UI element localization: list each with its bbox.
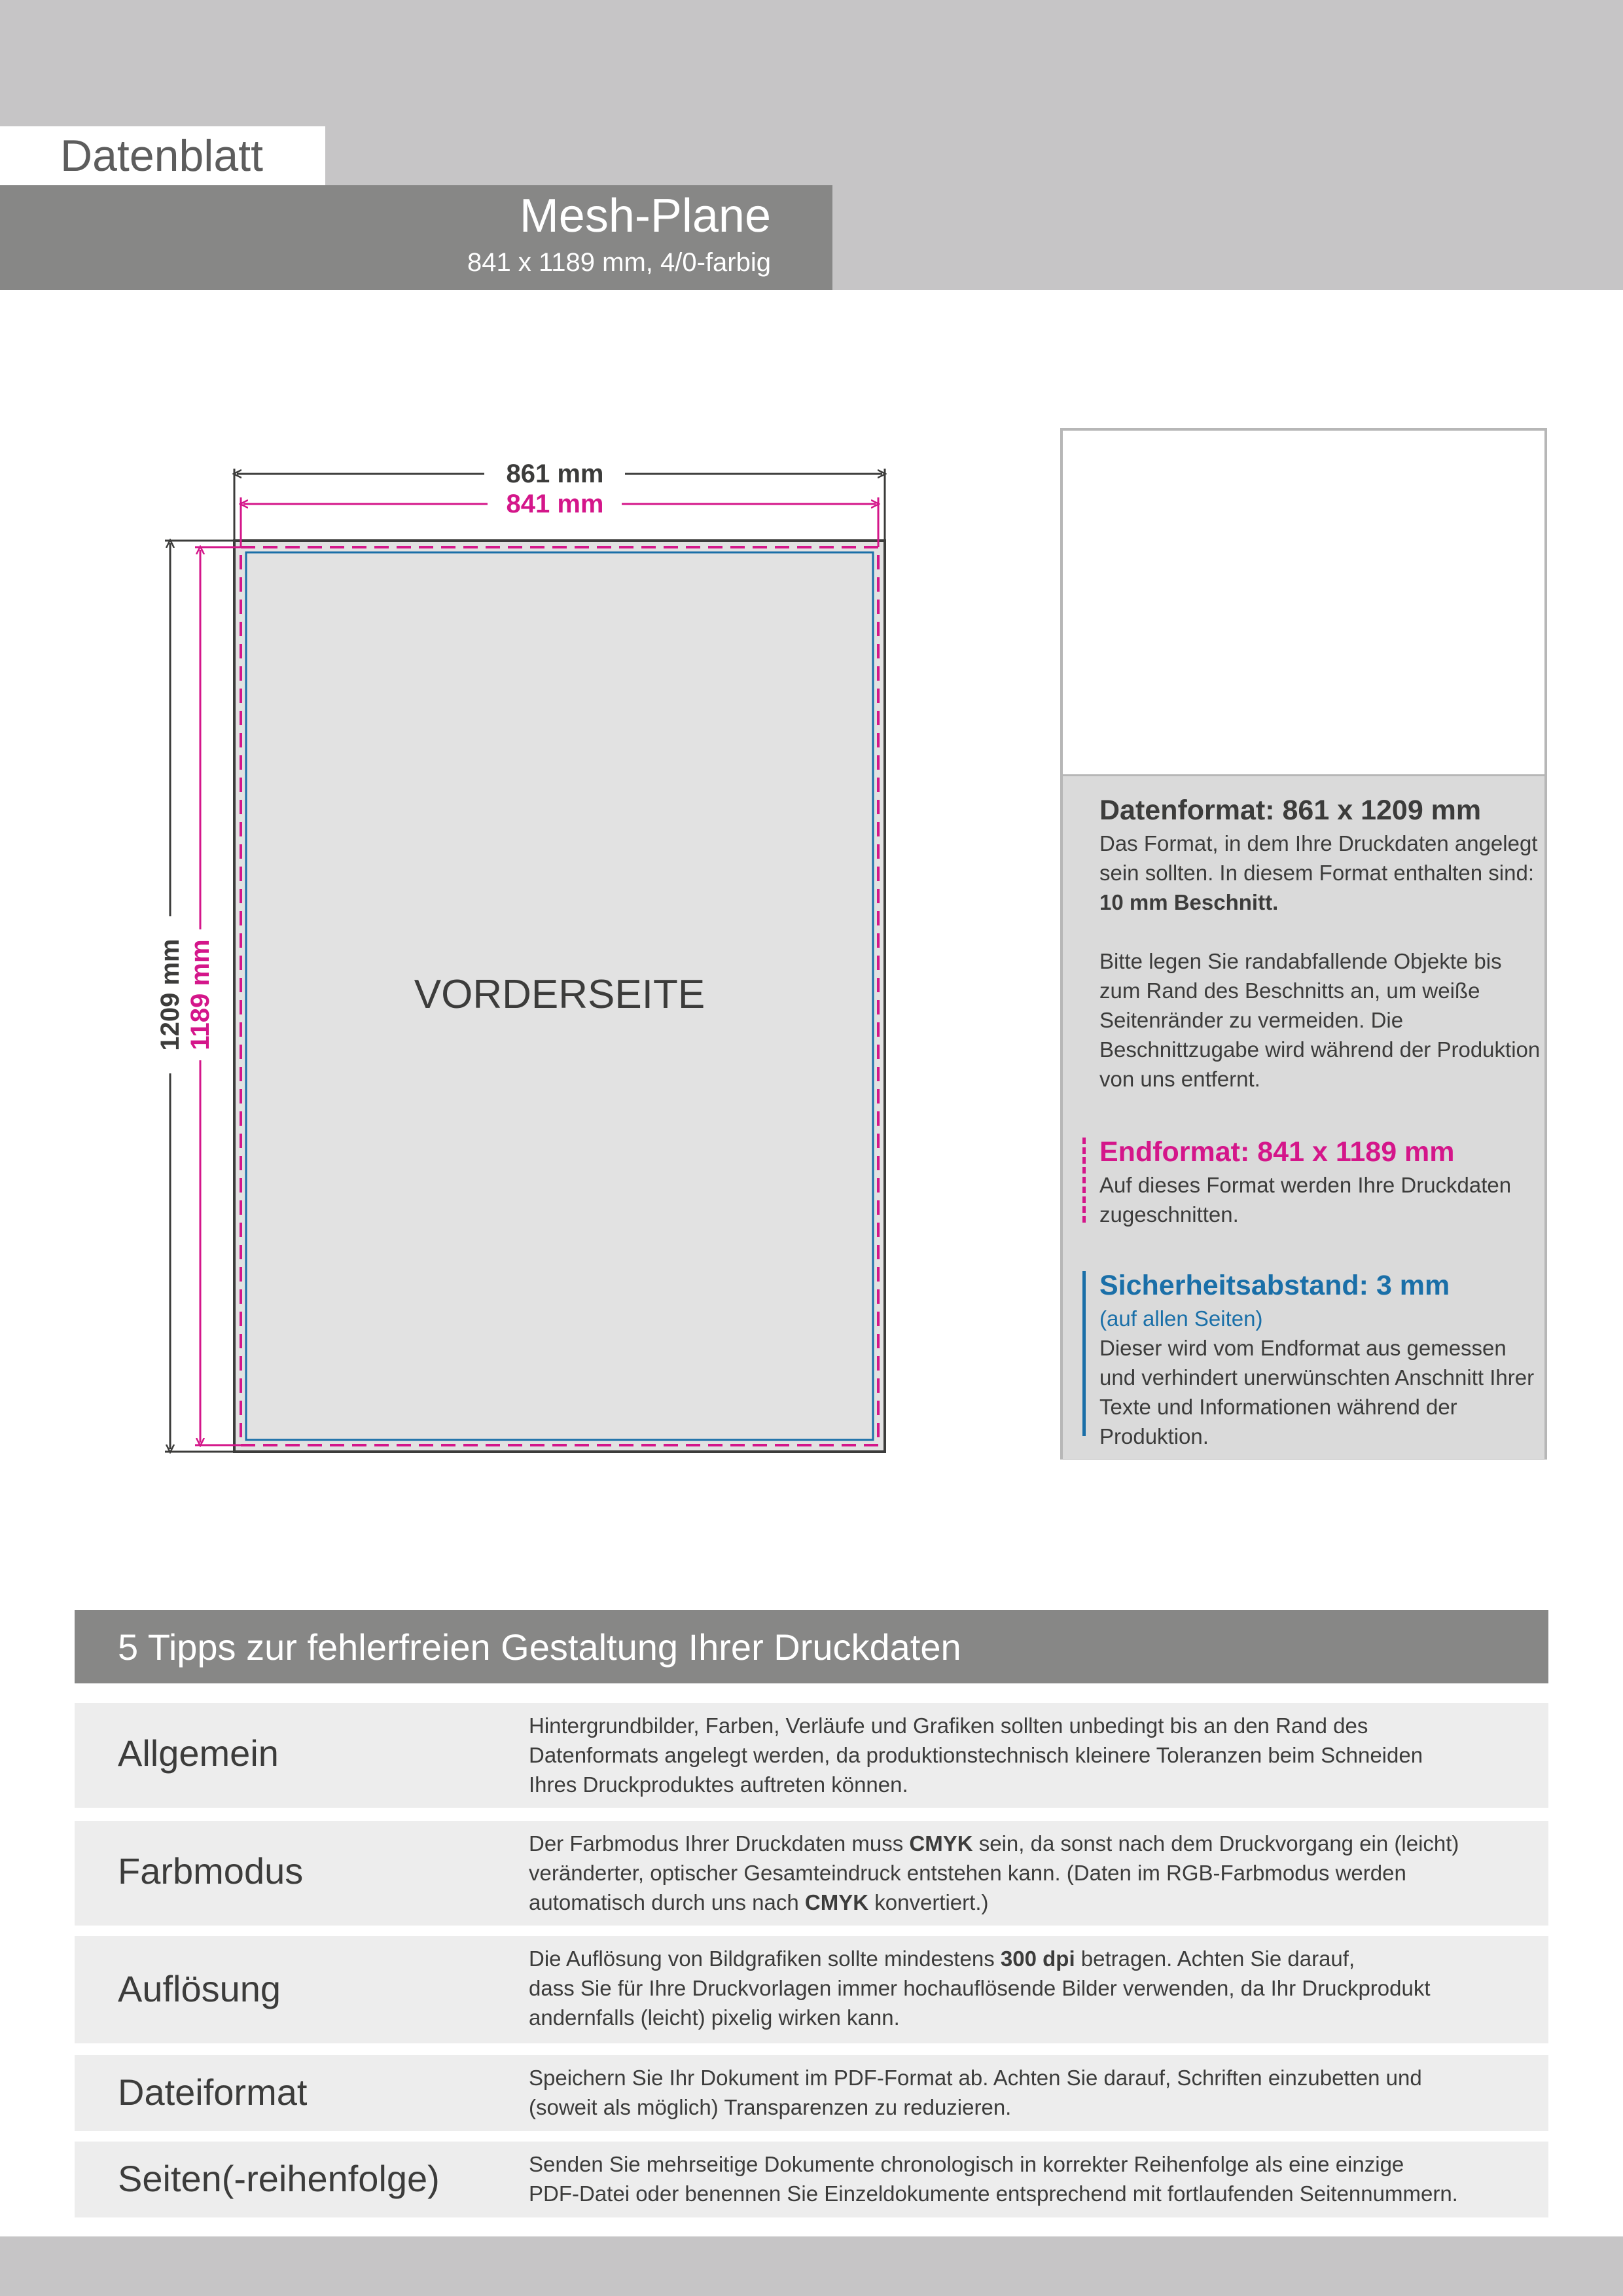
data-format-title: Datenformat: 861 x 1209 mm (1099, 795, 1482, 826)
tip-label: Auflösung (118, 1968, 281, 2009)
info-text-area (1063, 774, 1544, 1459)
doc-label: Datenblatt (60, 131, 263, 181)
tip-label: Dateiformat (118, 2072, 308, 2113)
tip-text: Der Farbmodus Ihrer Druckdaten muss CMYK sein, da sonst nach dem Druckvorgang ein (leicht) veränderter, optischer Gesamteindruck entstehen kann. (Daten im RGB-Farbmodus werden automatisch durch uns nach CMYK konvertiert.) (529, 1831, 1459, 1914)
product-title: Mesh-Plane (519, 190, 771, 242)
info-panel (1060, 428, 1547, 1460)
tip-row-allgemein (75, 1703, 1548, 1808)
tips-title: 5 Tipps zur fehlerfreien Gestaltung Ihrer Druckdaten (118, 1626, 961, 1668)
end-format-desc: Auf dieses Format werden Ihre Druckdaten zugeschnitten. (1099, 1173, 1512, 1227)
footer-band (0, 2236, 1623, 2296)
safety-marker (1082, 1271, 1086, 1436)
tip-text: Hintergrundbilder, Farben, Verläufe und Grafiken sollten unbedingt bis an den Rand des Datenformats angelegt werden, da produktionstechnisch kleinere Toleranzen beim Schneiden Ihres Druckproduktes auftreten können. (529, 1713, 1423, 1797)
safety-title: Sicherheitsabstand: 3 mm (1099, 1270, 1450, 1301)
side-label: VORDERSEITE (414, 972, 705, 1017)
tips-header (75, 1610, 1548, 1683)
end-format-block (1099, 1134, 1544, 1229)
tip-text: Die Auflösung von Bildgrafiken sollte mindestens 300 dpi betragen. Achten Sie darauf, dass Sie für Ihre Druckvorlagen immer hochauflösende Bilder verwenden, da Ihr Druckprodukt andernfalls (leicht) pixelig wirken kann. (529, 1946, 1431, 2030)
data-format-desc: Das Format, in dem Ihre Druckdaten angelegt sein sollten. In diesem Format enthalten sind: 10 mm Beschnitt. (1099, 831, 1538, 914)
tip-label: Seiten(-reihenfolge) (118, 2158, 440, 2199)
final-height-label: 1189 mm (186, 939, 215, 1050)
tip-row-dateiformat (75, 2055, 1548, 2131)
safety-desc: Dieser wird vom Endformat aus gemessen und verhindert unerwünschten Anschnitt Ihrer Texte und Informationen während der Produktion. (1099, 1336, 1535, 1448)
safety-sub: (auf allen Seiten) (1099, 1306, 1263, 1331)
tip-text: Speichern Sie Ihr Dokument im PDF-Format ab. Achten Sie darauf, Schriften einzubetten und (soweit als möglich) Transparenzen zu reduzieren. (529, 2066, 1422, 2119)
tip-text: Senden Sie mehrseitige Dokumente chronologisch in korrekter Reihenfolge als eine einzige PDF-Datei oder benennen Sie Einzeldokumente entsprechend mit fortlaufenden Seitennummern. (529, 2152, 1458, 2206)
safety-block (1099, 1267, 1544, 1451)
final-width-label: 841 mm (506, 490, 604, 518)
end-format-title: Endformat: 841 x 1189 mm (1099, 1136, 1455, 1168)
data-format-block (1099, 792, 1544, 1094)
tip-row-aufloesung (75, 1936, 1548, 2043)
data-format-desc-2: Bitte legen Sie randabfallende Objekte bis zum Rand des Beschnitts an, um weiße Seitenränder zu vermeiden. Die Beschnittzugabe wird während der Produktion von uns entfernt. (1099, 949, 1541, 1091)
tip-row-farbmodus (75, 1821, 1548, 1926)
end-format-marker (1082, 1138, 1086, 1223)
data-width-label: 861 mm (506, 459, 604, 488)
product-spec: 841 x 1189 mm, 4/0-farbig (467, 248, 771, 277)
tip-label: Allgemein (118, 1732, 279, 1774)
data-height-label: 1209 mm (156, 939, 185, 1051)
tip-label: Farbmodus (118, 1850, 304, 1892)
tip-row-seiten (75, 2142, 1548, 2217)
